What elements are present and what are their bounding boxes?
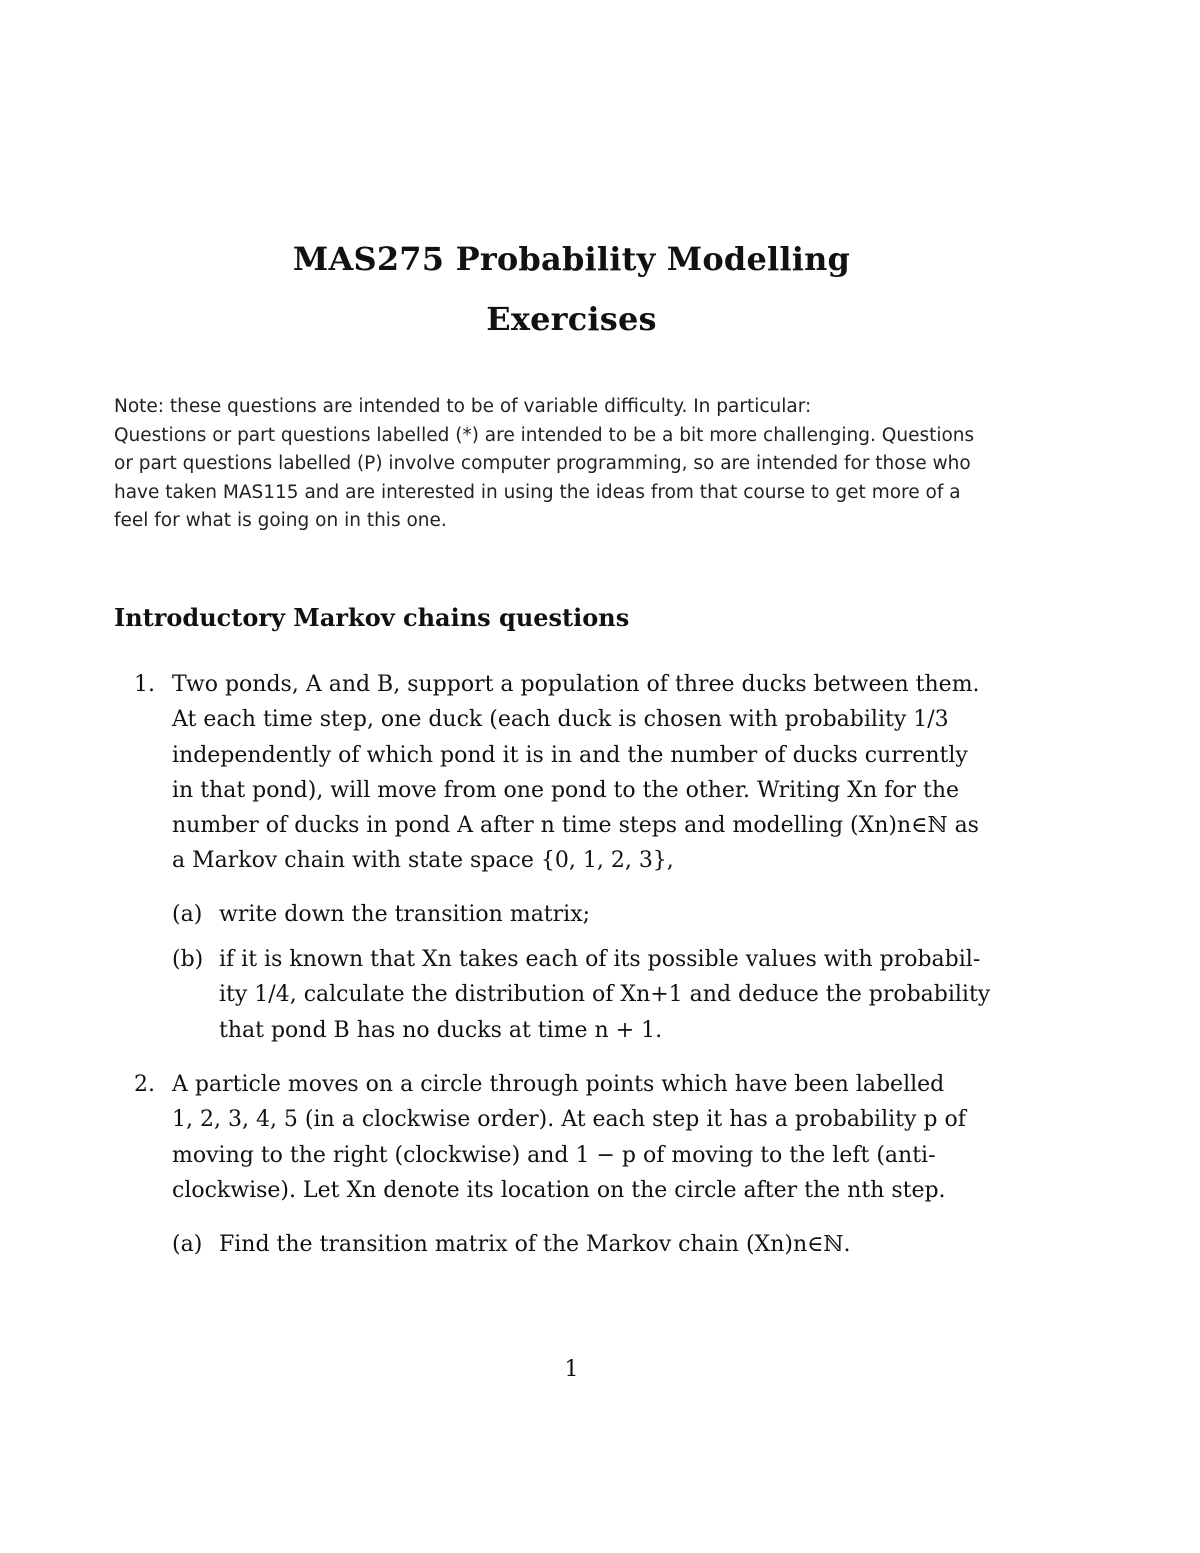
part-text	[219, 897, 1031, 932]
intro-note	[114, 393, 1034, 536]
question-line: a Markov chain with state space {0, 1, 2, 3},	[172, 848, 674, 874]
part-line: that pond B has no ducks at time n + 1.	[219, 1017, 663, 1043]
part-line: write down the transition matrix;	[219, 902, 591, 927]
document-subtitle: Exercises	[486, 300, 657, 338]
question-text	[172, 1067, 1034, 1208]
part-label: (a)	[172, 1232, 203, 1257]
part-line: if it is known that Xn takes each of its possible values with probabil-	[219, 947, 981, 972]
part-text	[219, 1227, 1031, 1262]
question-line: in that pond), will move from one pond to the other. Writing Xn for the	[172, 777, 960, 803]
question-line: number of ducks in pond A after n time steps and modelling (Xn)n∈ℕ as	[172, 813, 979, 839]
part-label: (a)	[172, 902, 203, 927]
question-number: 1.	[134, 672, 155, 697]
question-line: independently of which pond it is in and the number of ducks currently	[172, 742, 968, 768]
document-title: MAS275 Probability Modelling	[292, 240, 851, 278]
part-line: ity 1/4, calculate the distribution of Xn+1 and deduce the probability	[219, 982, 991, 1008]
note-line: Questions or part questions labelled (*) are intended to be a bit more challenging. Questions	[114, 424, 975, 446]
note-line: Note: these questions are intended to be of variable difficulty. In particular:	[114, 396, 812, 417]
part-label: (b)	[172, 947, 204, 972]
part-line: Find the transition matrix of the Markov chain (Xn)n∈ℕ.	[219, 1232, 851, 1257]
note-line: have taken MAS115 and are interested in using the ideas from that course to get more of a	[114, 481, 961, 503]
question-line: 1, 2, 3, 4, 5 (in a clockwise order). At each step it has a probability p of	[172, 1107, 966, 1133]
note-line: feel for what is going on in this one.	[114, 510, 447, 531]
question-line: A particle moves on a circle through points which have been labelled	[172, 1072, 945, 1097]
question-line: moving to the right (clockwise) and 1 − p of moving to the left (anti-	[172, 1142, 936, 1168]
section-heading: Introductory Markov chains questions	[114, 603, 630, 632]
question-number: 2.	[134, 1072, 155, 1097]
question-text	[172, 667, 1034, 879]
note-line: or part questions labelled (P) involve computer programming, so are intended for those who	[114, 453, 971, 474]
question-line: clockwise). Let Xn denote its location on the circle after the nth step.	[172, 1177, 946, 1203]
question-line: Two ponds, A and B, support a population of three ducks between them.	[172, 672, 980, 697]
part-text	[219, 942, 1031, 1048]
page-number: 1	[564, 1357, 579, 1382]
question-line: At each time step, one duck (each duck is chosen with probability 1/3	[172, 707, 949, 733]
